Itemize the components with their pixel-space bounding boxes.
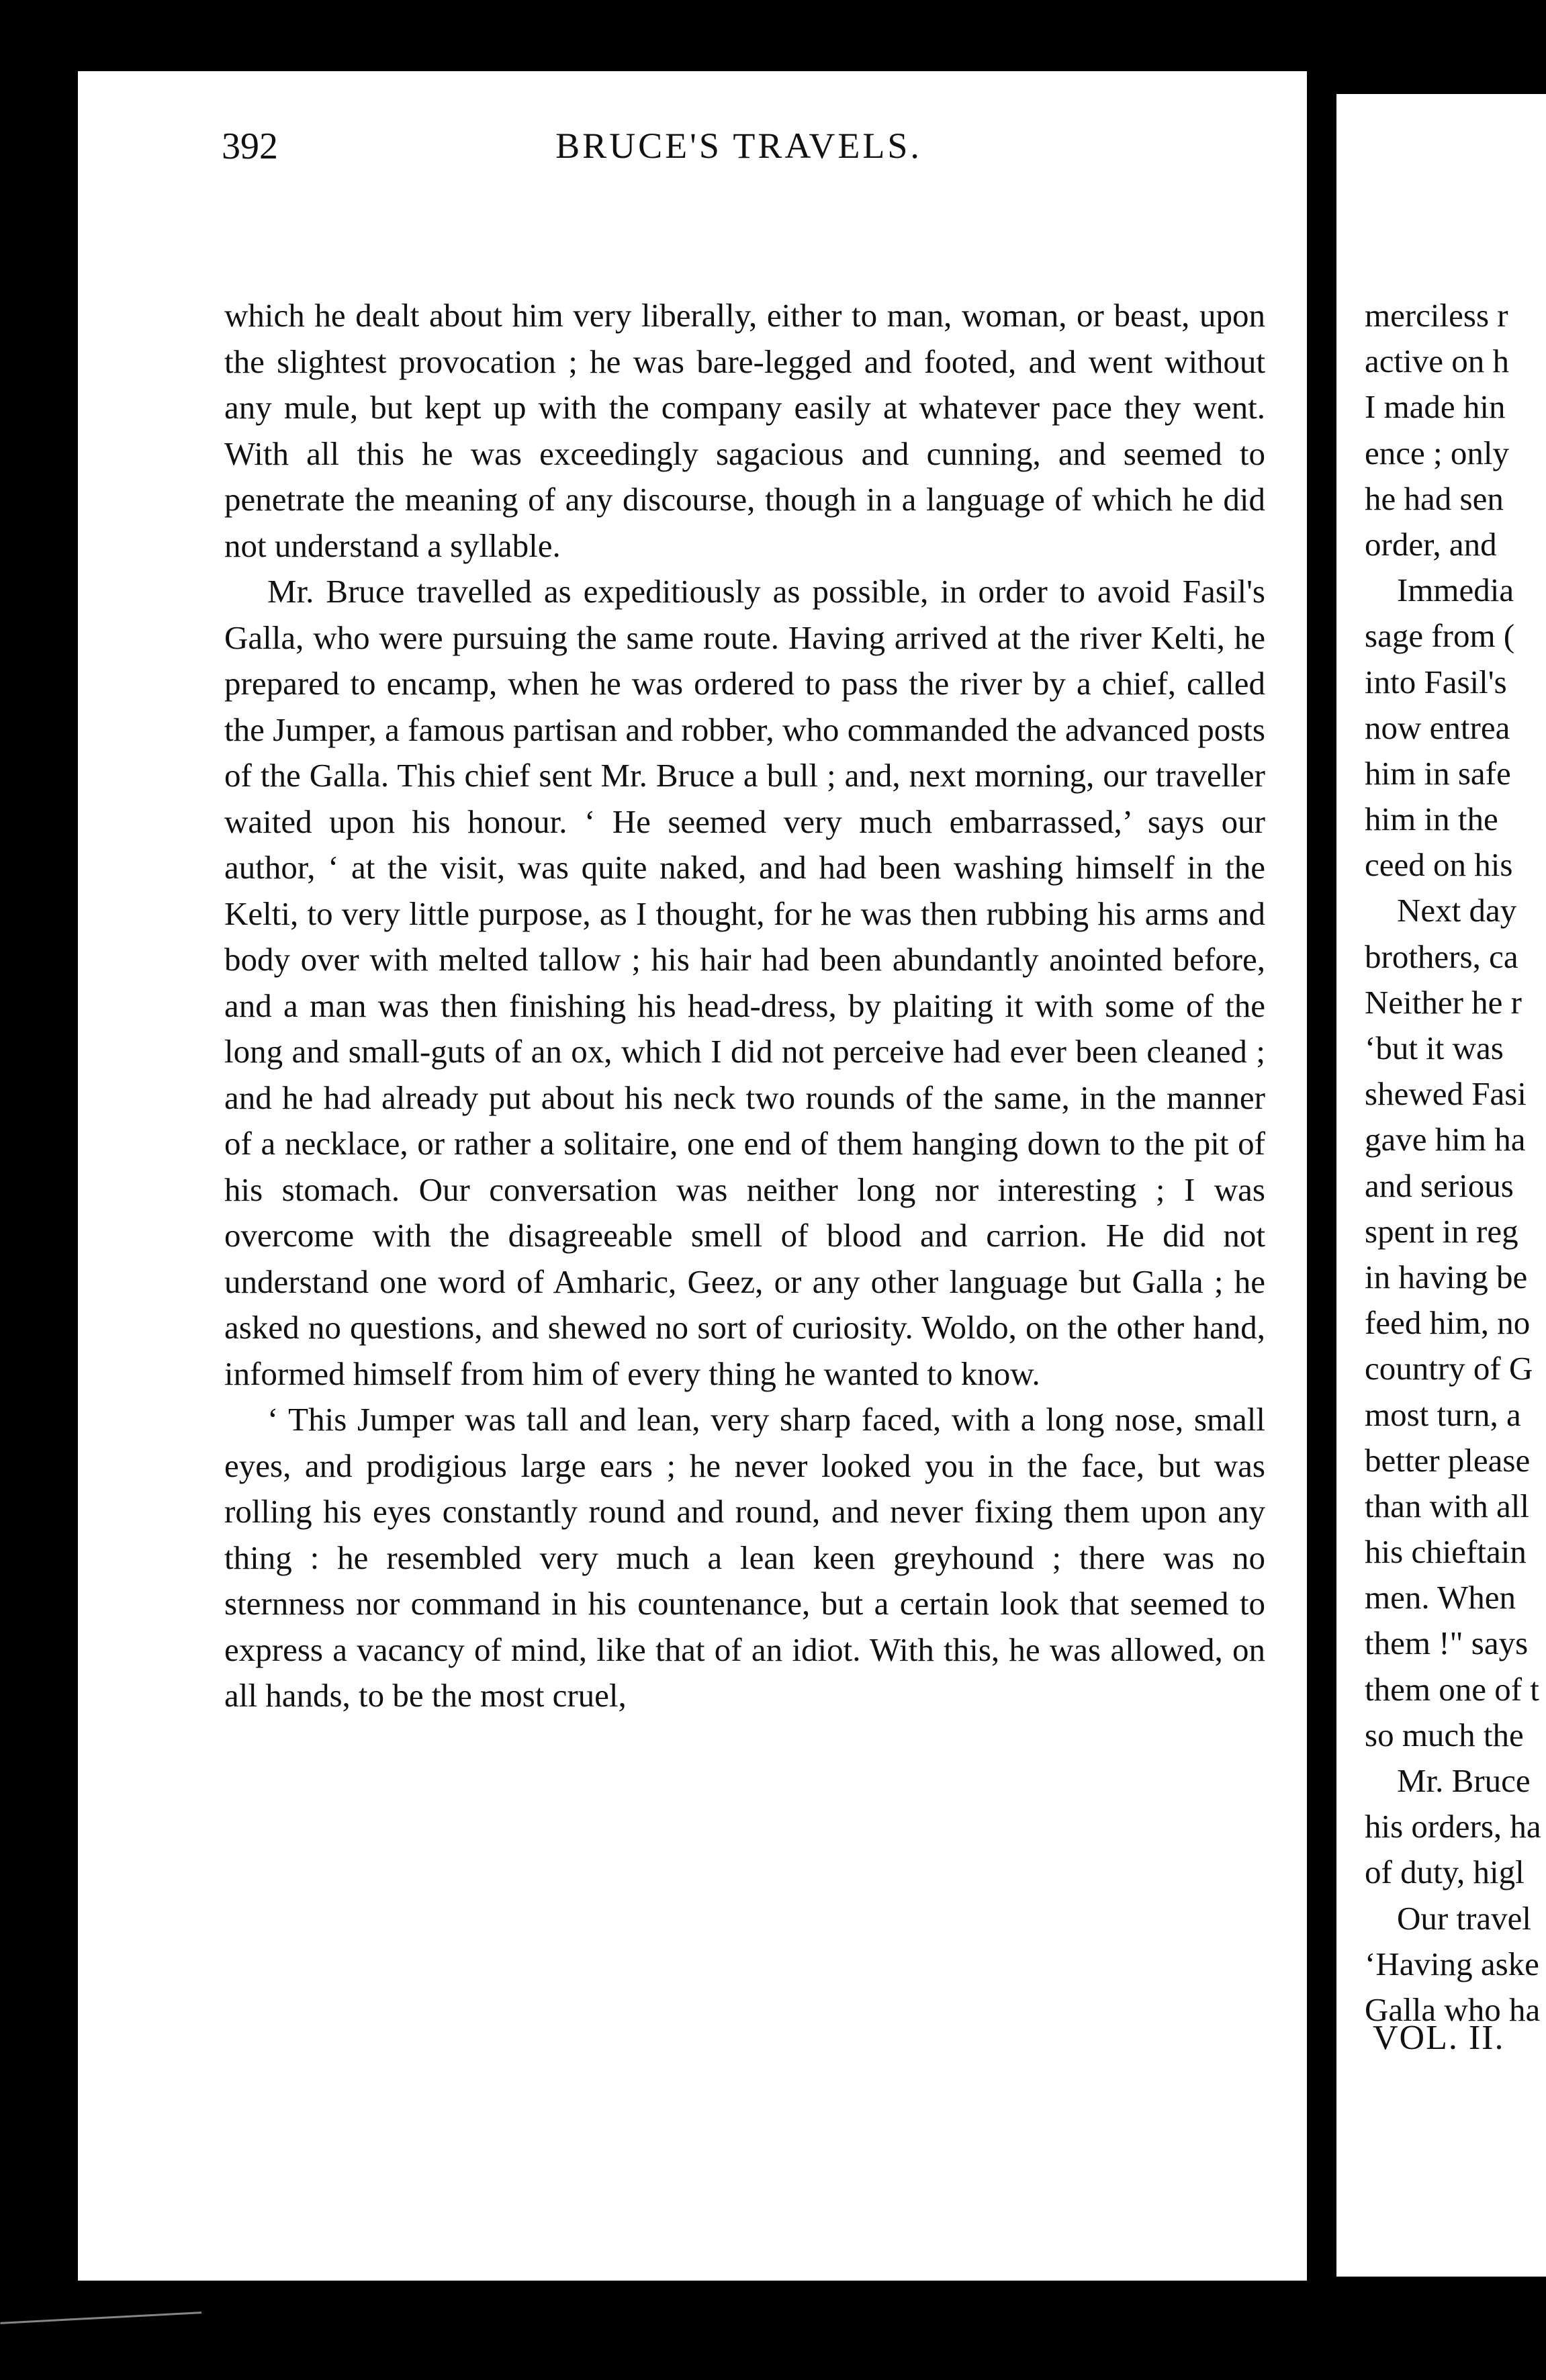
right-page-body — [1365, 293, 1546, 2033]
right-page-line: ‘Having aske — [1365, 1945, 1539, 1982]
right-page-line: spent in reg — [1365, 1212, 1518, 1250]
right-page-line: Galla who ha — [1365, 1990, 1541, 2028]
right-page-line: gave him ha — [1365, 1121, 1526, 1158]
right-page-line: order, and — [1365, 525, 1497, 563]
right-page-line: Immedia — [1397, 571, 1514, 609]
running-title: BRUCE'S TRAVELS. — [555, 126, 922, 166]
right-page-line: ‘but it was — [1365, 1029, 1504, 1066]
body-paragraph: Mr. Bruce travelled as expeditiously as possible, in order to avoid Fasil's Galla, who were pursuing the same route. Having arrived at the river Kelti, he prepared to encamp, when he was ordered to pass the river by a chief, called the Jumper, a famous partisan and robber, who commanded the advanced posts of the Galla. This chief sent Mr. Bruce a bull ; and, next morning, our traveller waited upon his honour. ‘ He seemed very much embarrassed,’ says our author, ‘ at the visit, was quite naked, and had been washing himself in the Kelti, to very little purpose, as I thought, for he was then rubbing his arms and body over with melted tallow ; his hair had been abundantly anointed before, and a man was then finishing his head-dress, by plaiting it with some of the long and small-guts of an ox, which I did not perceive had ever been cleaned ; and he had already put about his neck two rounds of the same, in the manner of a necklace, or rather a solitaire, one end of them hanging down to the pit of his stomach. Our conversation was neither long nor interesting ; I was overcome with the disagreeable smell of blood and carrion. He did not understand one word of Amharic, Geez, or any other language but Galla ; he asked no questions, and shewed no sort of curiosity. Woldo, on the other hand, informed himself from him of every thing he wanted to know. — [224, 573, 1265, 1392]
scan-edge-mark — [0, 2305, 201, 2324]
right-page-line: shewed Fasi — [1365, 1075, 1527, 1113]
right-page-line: most turn, a — [1365, 1395, 1521, 1433]
right-page-line: better please — [1365, 1441, 1531, 1479]
right-page-line: Next day — [1397, 892, 1517, 929]
right-page-line: in having be — [1365, 1258, 1528, 1295]
right-page-line: Our travel — [1397, 1899, 1531, 1937]
right-page-line: them one of t — [1365, 1670, 1539, 1708]
volume-signature: VOL. II. — [1373, 2019, 1505, 2057]
right-page-line: merciless r — [1365, 297, 1508, 334]
right-page-line: active on h — [1365, 342, 1509, 380]
right-page-line: ence ; only — [1365, 434, 1509, 471]
running-head — [222, 125, 1256, 179]
page-number: 392 — [222, 126, 278, 167]
right-page-line: he had sen — [1365, 479, 1504, 517]
body-paragraph: ‘ This Jumper was tall and lean, very sharp faced, with a long nose, small eyes, and prodigious large ears ; he never looked you in the face, but was rolling his eyes constantly round and round, and never fixing them upon any thing : he resembled very much a lean keen greyhound ; there was no sternness nor command in his countenance, but a certain look that seemed to express a vacancy of mind, like that of an idiot. With this, he was allowed, on all hands, to be the most cruel, — [224, 1401, 1265, 1714]
right-page-line: his chieftain — [1365, 1533, 1527, 1571]
right-page-line: his orders, ha — [1365, 1808, 1541, 1845]
right-page-line: men. When — [1365, 1579, 1516, 1616]
right-page-line: Neither he r — [1365, 983, 1522, 1021]
body-paragraph: which he dealt about him very liberally, either to man, woman, or beast, upon the slightest provocation ; he was bare-legged and footed, and went without any mule, but kept up with the company easily at whatever pace they went. With all this he was exceedingly sagacious and cunning, and seemed to penetrate the meaning of any discourse, though in a language of which he did not understand a syllable. — [224, 297, 1265, 564]
right-page-line: and serious — [1365, 1166, 1514, 1204]
right-page-line: than with all — [1365, 1487, 1529, 1524]
right-page-line: now entrea — [1365, 708, 1510, 746]
book-gutter — [1307, 60, 1336, 2297]
right-page-line: so much the — [1365, 1716, 1524, 1753]
right-page-line: ceed on his — [1365, 846, 1513, 884]
right-page-line: into Fasil's — [1365, 663, 1507, 700]
right-page-line: him in safe — [1365, 754, 1511, 792]
right-page-line: feed him, no — [1365, 1304, 1531, 1342]
right-page-line: him in the — [1365, 800, 1498, 838]
right-page-line: country of G — [1365, 1350, 1533, 1387]
right-page-line: them !" says — [1365, 1624, 1529, 1662]
left-page-body — [224, 293, 1265, 1719]
right-page-line: sage from ( — [1365, 617, 1515, 655]
right-page-line: I made hin — [1365, 388, 1506, 426]
right-page-line: Mr. Bruce — [1397, 1762, 1531, 1799]
right-page-line: brothers, ca — [1365, 937, 1518, 975]
right-page-line: of duty, higl — [1365, 1853, 1525, 1891]
